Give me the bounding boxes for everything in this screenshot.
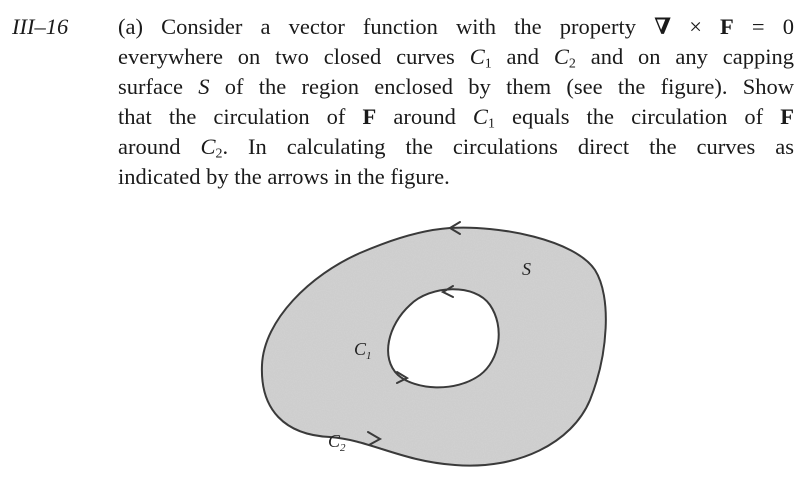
- label-C1-subscript: 1: [366, 350, 372, 362]
- curve-C2-letter: C: [553, 44, 569, 69]
- problem-line-2: [118, 42, 794, 72]
- vector-F: F: [362, 104, 377, 129]
- problem-number-text: III–16: [12, 14, 69, 39]
- text-segment: = 0: [733, 14, 794, 39]
- label-C1-letter: C: [354, 339, 367, 359]
- surface-S-letter: S: [198, 74, 210, 99]
- text-segment: everywhere on two closed curves: [118, 44, 470, 69]
- text-segment: indicated by the arrows in the figure.: [118, 164, 450, 189]
- curve-C1-letter: C: [469, 44, 485, 69]
- problem-line-5: [118, 132, 794, 162]
- part-label: (a): [118, 14, 143, 39]
- curve-C2-subscript: 2: [215, 146, 223, 162]
- vector-F: F: [720, 14, 734, 39]
- text-segment: that the circulation of: [118, 104, 363, 129]
- problem-line-1: [118, 12, 794, 42]
- text-segment: and: [491, 44, 554, 69]
- annulus-figure: [250, 215, 620, 480]
- label-C2-letter: C: [328, 431, 341, 451]
- curve-C1-letter: C: [472, 104, 488, 129]
- text-segment: of the region enclosed by them (see the figure). Show: [209, 74, 794, 99]
- figure-svg: [250, 215, 620, 480]
- text-segment: around: [376, 104, 473, 129]
- text-segment: Consider a vector function with the property: [161, 14, 655, 39]
- text-segment: surface: [118, 74, 199, 99]
- curve-C1-subscript: 1: [484, 56, 492, 72]
- curve-C2-subscript: 2: [568, 56, 576, 72]
- text-segment: and on any capping: [575, 44, 794, 69]
- vector-F: F: [780, 104, 794, 129]
- problem-line-4: [118, 102, 794, 132]
- text-segment: . In calculating the circulations direct the curves as: [222, 134, 794, 159]
- problem-line-3: [118, 72, 794, 102]
- times-symbol: ×: [671, 14, 721, 39]
- label-S: S: [522, 259, 531, 279]
- problem-line-6: [118, 162, 794, 192]
- label-C2-subscript: 2: [340, 442, 346, 454]
- nabla-symbol: ∇: [654, 14, 672, 39]
- text-segment: around: [118, 134, 201, 159]
- curve-C1-subscript: 1: [487, 116, 495, 132]
- problem-number: [12, 12, 68, 42]
- text-segment: equals the circulation of: [494, 104, 781, 129]
- curve-C2-letter: C: [200, 134, 216, 159]
